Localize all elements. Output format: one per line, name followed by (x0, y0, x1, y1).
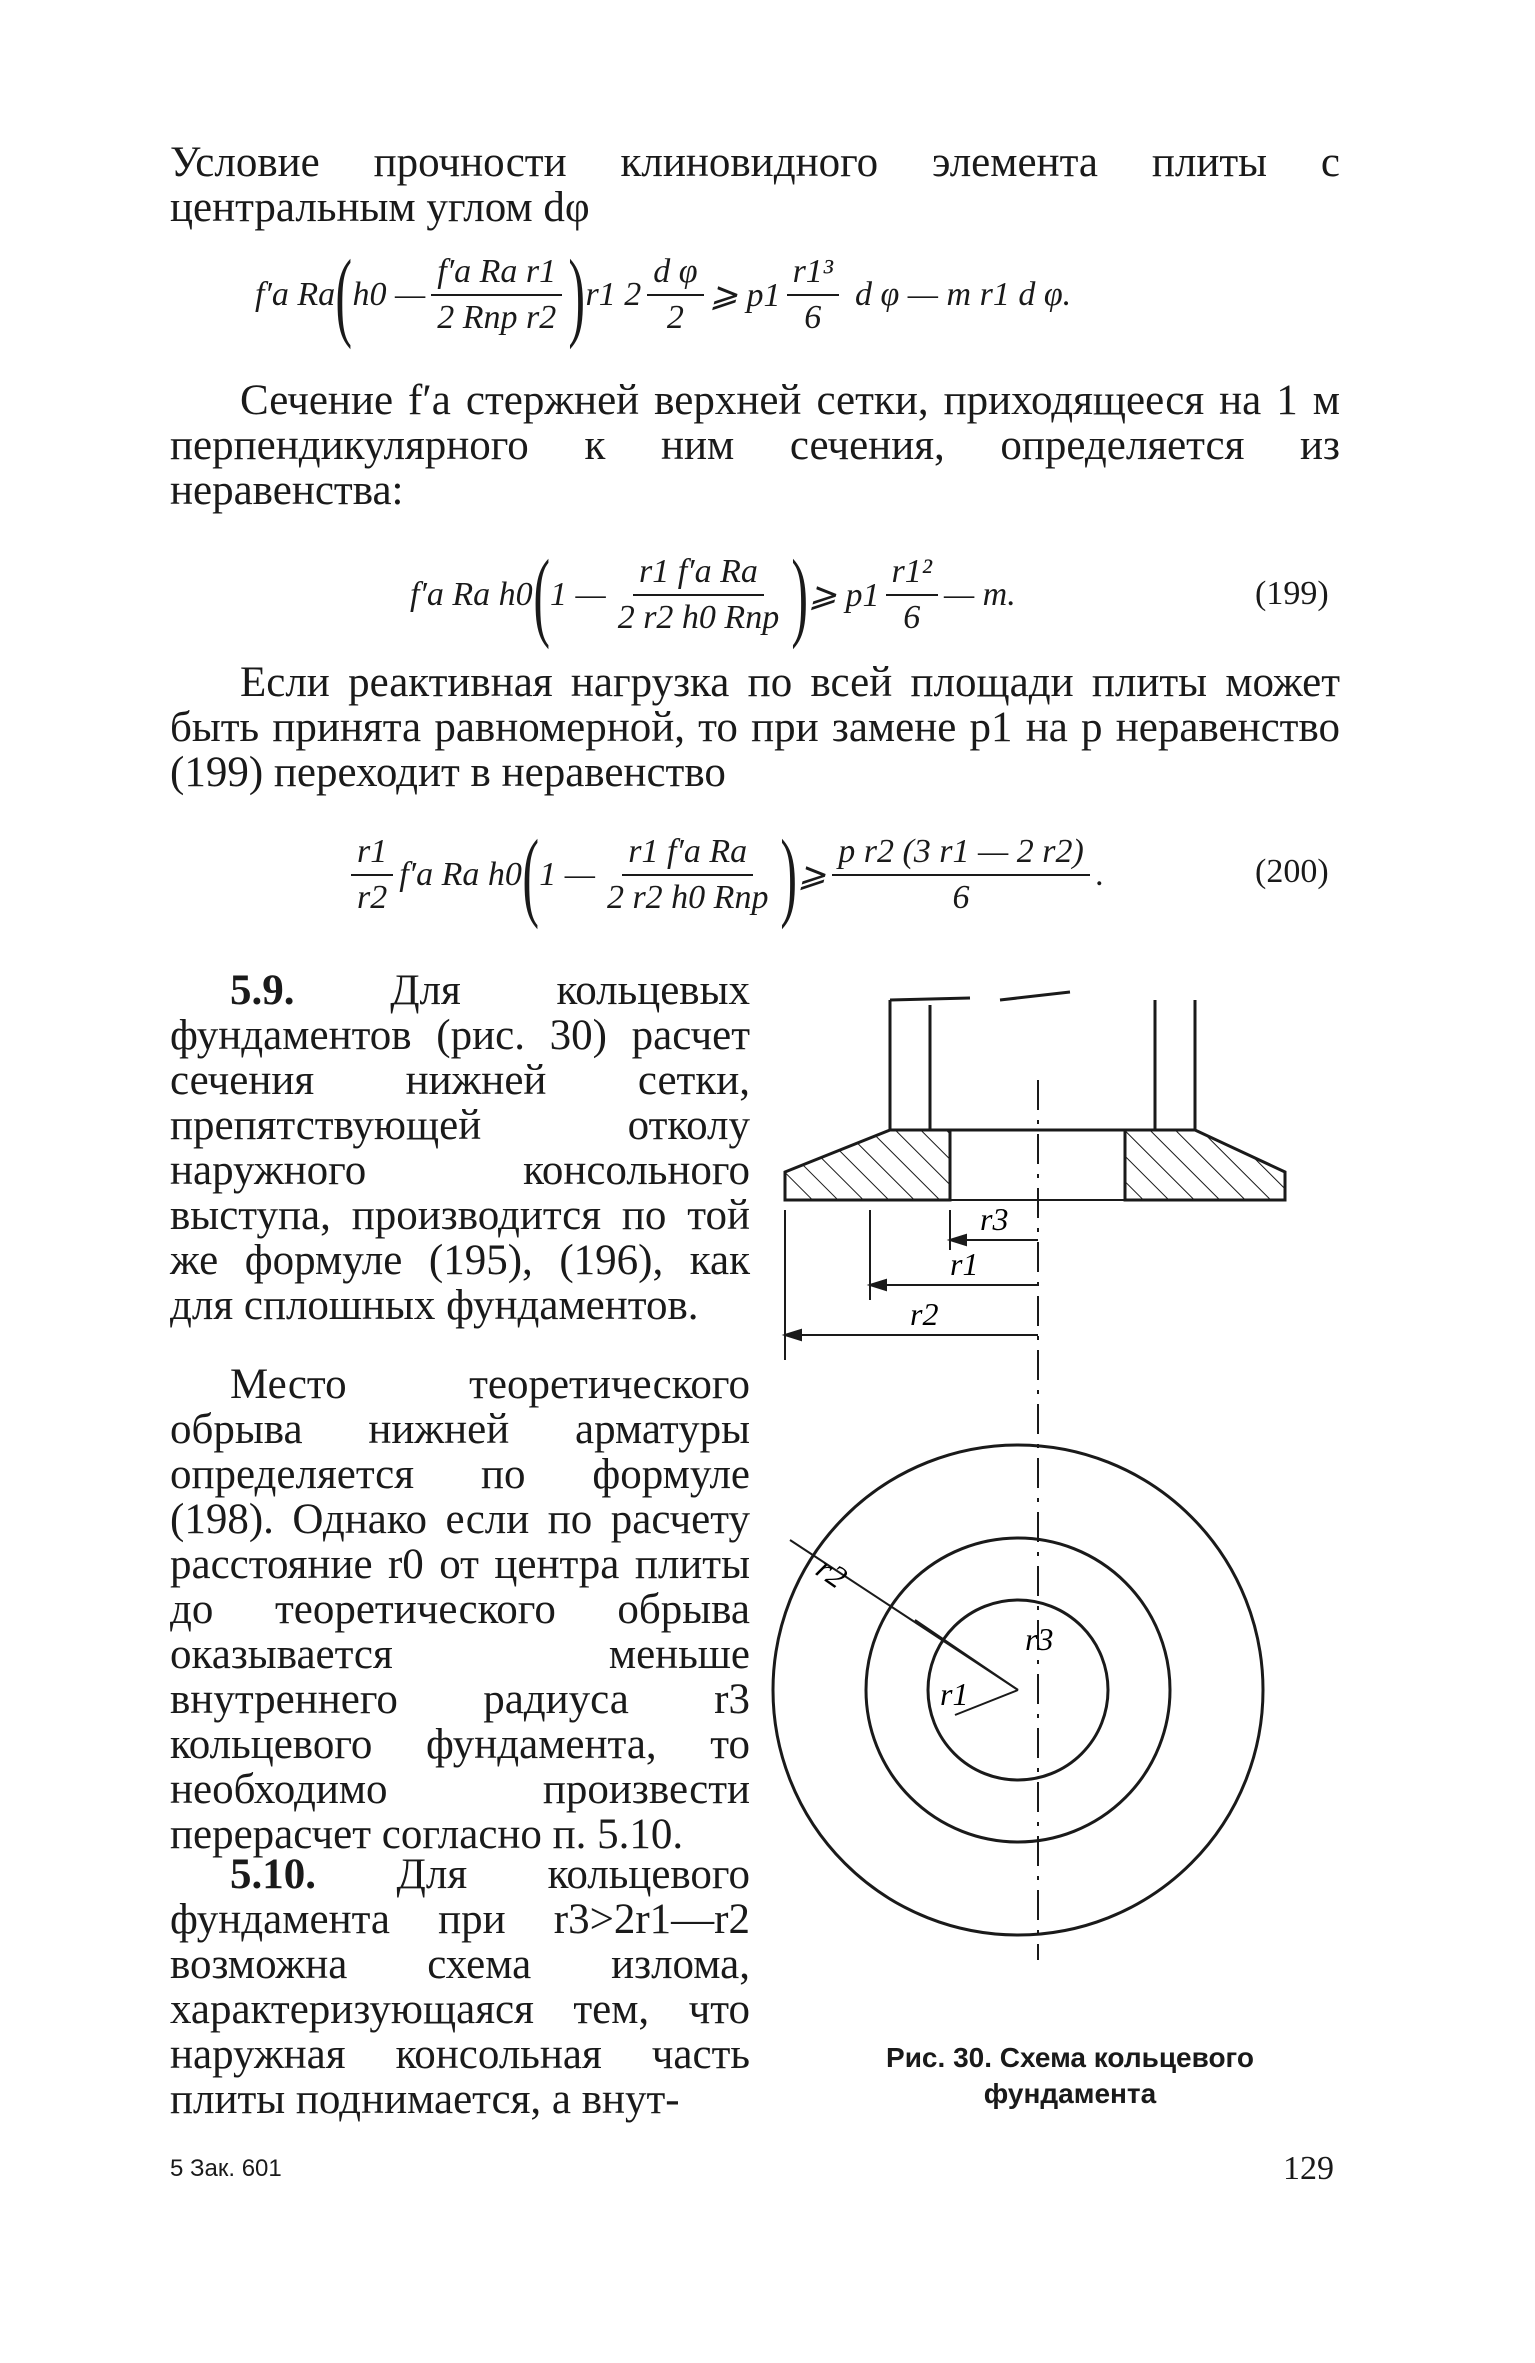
slab-right-section (1125, 1130, 1285, 1200)
paragraph-strength-condition: Условие прочности клиновидного элемента плиты с центральным углом dφ (170, 139, 1340, 231)
label-r3: r3 (980, 1201, 1009, 1237)
slab-left-section (785, 1130, 950, 1200)
figure-30-ring-foundation (770, 980, 1350, 2020)
footer-order-note: 5 Зак. 601 (170, 2155, 282, 2182)
formula-strength: f′a Ra ( h0 — $\frac{\text{f′a Ra r1}}{\text{2 Rпр r2}}$ ) r1 2 $\frac{\text{d φ}}{2}$ ⩾ p1 $\frac{\text{r1³}}{6}$ d φ — m r1 d φ. (255, 239, 1072, 350)
figure-caption: Рис. 30. Схема кольцевого фундамента (886, 2042, 1254, 2109)
paragraph-uniform-load: Если реактивная нагрузка по всей площади плиты может быть принята равномерной, то при замене p1 на p неравенство (199) переходит в неравенство (170, 659, 1340, 796)
formula-199: f′a Ra h0 ( 1 — $\frac{\text{r1 f′a Ra}}{\text{2 r2 h0 Rпр}}$ ) ⩾ p1 $\frac{\text{r1²}}{6}$ — m. (410, 539, 1016, 650)
column-walls (890, 992, 1195, 1130)
page-number: 129 (1283, 2150, 1334, 2187)
formula-200: $\frac{r1}{r2}$ f′a Ra h0 ( 1 — $\frac{\text{r1 f′a Ra}}{\text{2 r2 h0 Rпр}}$ ) ⩾ $\frac{\text{p r2 (3 r1 — 2 r2)}}{6}$ . (345, 825, 1104, 925)
plan-label-r3: r3 (1025, 1621, 1054, 1657)
label-r2: r2 (910, 1296, 939, 1332)
plan-view (773, 1445, 1263, 1935)
paragraph-5-9: 5.9. Для кольцевых фундаментов (рис. 30) расчет сечения нижней сетки, препятствующей отколу наружного консольного выступа, производится по той же формуле (195), (196), как для сплошных фундаментов. (170, 967, 750, 1329)
paragraph-theoretical-cutoff: Место теоретического обрыва нижней арматуры определяется по формуле (198). Однако если по расчету расстояние r0 от центра плиты до теоретического обрыва оказывается меньше внутреннего радиуса r3 кольцевого фундамента, то необходимо произвести перерасчет согласно п. 5.10. (170, 1361, 750, 1858)
label-r1: r1 (950, 1246, 979, 1282)
paragraph-section-definition: Сечение f′a стержней верхней сетки, приходящееся на 1 м перпендикулярного к ним сечения, определяется из неравенства: (170, 377, 1340, 514)
plan-label-r2: r2 (809, 1549, 854, 1596)
equation-number-199: (199) (1255, 575, 1329, 612)
plan-label-r1: r1 (940, 1676, 969, 1712)
equation-number-200: (200) (1255, 853, 1329, 890)
paragraph-5-10: 5.10. Для кольцевого фундамента при r3>2r1—r2 возможна схема излома, характеризующаяся тем, что наружная консольная часть плиты поднимается, а внут- (170, 1851, 750, 2123)
